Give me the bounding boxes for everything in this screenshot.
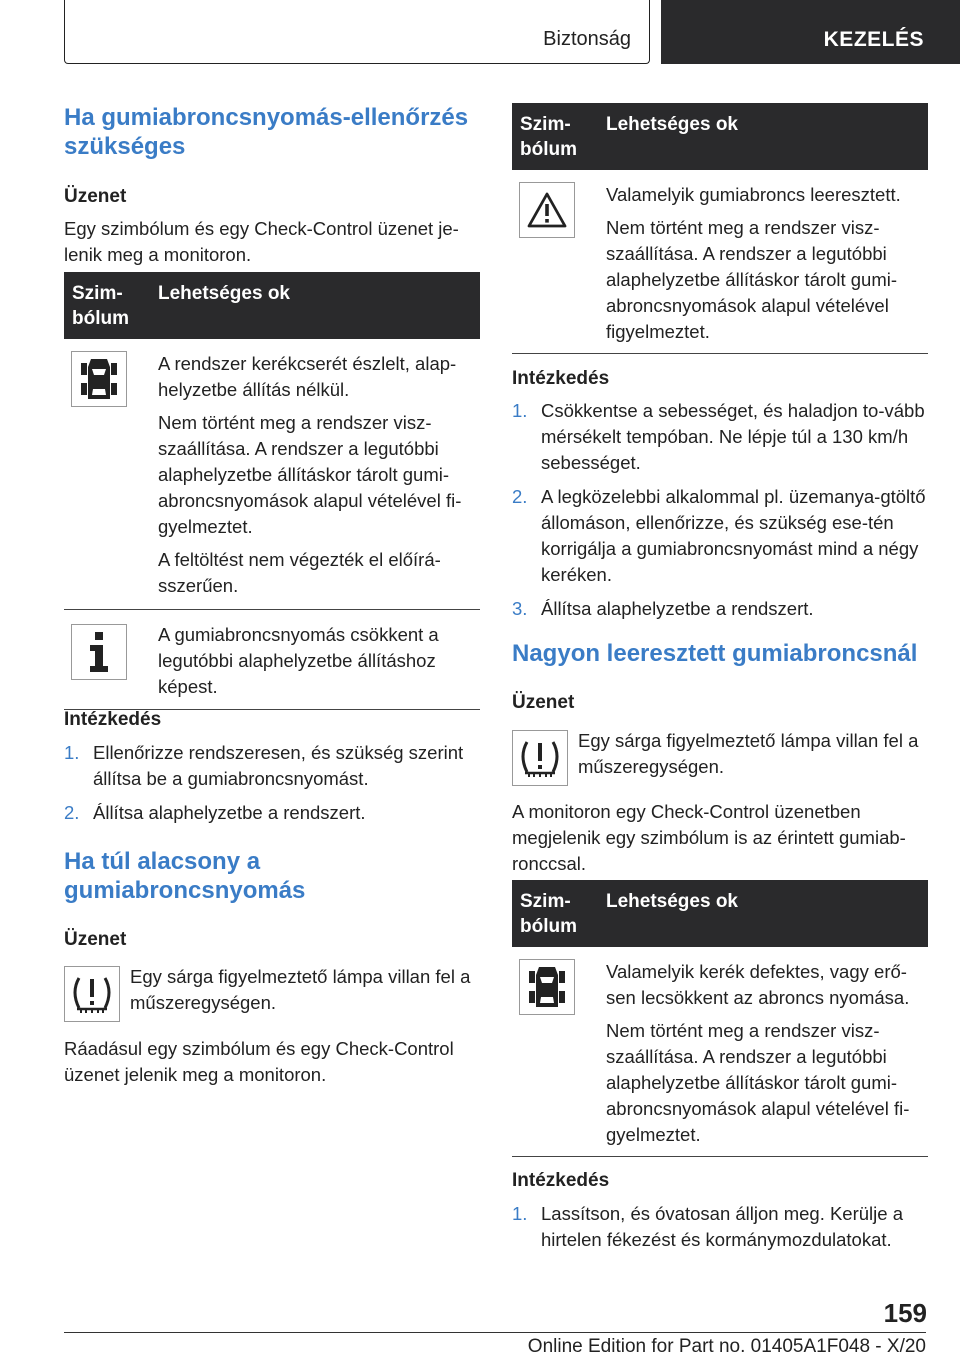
- col-symbol-header: Szim-bólum: [512, 103, 598, 170]
- col-cause-header: Lehetséges ok: [598, 103, 928, 170]
- tire-warning-lamp-icon: [64, 966, 120, 1022]
- cause-text: Valamelyik kerék defektes, vagy erő-sen lecsökkent az abroncs nyomása.: [606, 961, 910, 1008]
- section-title: Biztonság: [543, 28, 631, 50]
- action-steps: [64, 740, 480, 834]
- list-item: 1. Csökkentse a sebességet, és haladjon to-vább mérsékelt tempóban. Ne lépje túl a 130 km/h sebességet.: [512, 400, 925, 473]
- message-heading: Üzenet: [64, 929, 127, 950]
- message-text: A monitoron egy Check-Control üzenetben megjelenik egy szimbólum is az érintett gumiab-ronccsal.: [512, 801, 906, 874]
- cause-text: A gumiabroncsnyomás csökkent a legutóbbi alaphelyzetbe állításhoz képest.: [158, 624, 439, 697]
- header-chapter-tab: [661, 0, 960, 64]
- message-text: Egy szimbólum és egy Check-Control üzenet je-lenik meg a monitoron.: [64, 218, 459, 265]
- heading-pressure-too-low: Ha túl alacsony a gumiabroncsnyomás: [64, 848, 306, 904]
- warning-lamp-row: [512, 728, 928, 786]
- tire-pressure-car-icon: [519, 959, 575, 1015]
- cause-text: A rendszer kerékcserét észlelt, alap-helyzetbe állítás nélkül.: [158, 353, 457, 400]
- list-item: 2. Állítsa alaphelyzetbe a rendszert.: [64, 802, 366, 823]
- message-heading: Üzenet: [64, 186, 127, 207]
- cause-text: Valamelyik gumiabroncs leeresztett.: [606, 184, 901, 205]
- action-steps: [512, 1201, 928, 1261]
- info-icon: [71, 624, 127, 680]
- tire-pressure-car-icon: [71, 351, 127, 407]
- message-heading: Üzenet: [512, 692, 575, 713]
- heading-very-flat-tire: Nagyon leeresztett gumiabroncsnál: [512, 640, 918, 667]
- col-symbol-header: Szim-bólum: [512, 880, 598, 947]
- footer-edition: Online Edition for Part no. 01405A1F048 - X/20: [527, 1336, 926, 1357]
- action-heading: Intézkedés: [64, 709, 162, 730]
- header-section-tab: [64, 0, 650, 64]
- footer-divider: [64, 1332, 926, 1333]
- action-heading: Intézkedés: [512, 368, 610, 389]
- cause-text: Nem történt meg a rendszer visz-szaállítása. A rendszer a legutóbbi alaphelyzetbe állításkor tárolt gumi-abroncsnyomások alapul vételével fi-gyelmeztet.: [606, 1020, 910, 1145]
- col-symbol-header: Szim-bólum: [64, 272, 150, 339]
- action-steps: [512, 398, 928, 630]
- tire-warning-lamp-icon: [512, 730, 568, 786]
- list-item: 2. A legközelebbi alkalommal pl. üzemanya-gtöltő állomáson, ellenőrizze, és szükség ese-tén korrigálja a gumiabroncsnyomást mind a négy keréken.: [512, 486, 926, 585]
- message-text: Ráadásul egy szimbólum és egy Check-Control üzenet jelenik meg a monitoron.: [64, 1038, 454, 1085]
- col-cause-header: Lehetséges ok: [598, 880, 928, 947]
- table-row: [512, 947, 928, 1157]
- table-row: [512, 170, 928, 354]
- warning-triangle-icon: [519, 182, 575, 238]
- list-item: 1. Lassítson, és óvatosan álljon meg. Kerülje a hirtelen fékezést és kormánymozdulatokat.: [512, 1203, 903, 1250]
- symbol-table-2: [512, 103, 928, 354]
- warning-lamp-text: Egy sárga figyelmeztető lámpa villan fel a műszeregységen.: [130, 966, 471, 1013]
- col-cause-header: Lehetséges ok: [150, 272, 480, 339]
- list-item: 3. Állítsa alaphelyzetbe a rendszert.: [512, 598, 814, 619]
- cause-text: Nem történt meg a rendszer visz-szaállítása. A rendszer a legutóbbi alaphelyzetbe állításkor tárolt gumi-abroncsnyomások alapul vételével figyelmeztet.: [606, 217, 898, 342]
- symbol-table-3: [512, 880, 928, 1157]
- warning-lamp-row: [64, 964, 480, 1022]
- page-number: 159: [883, 1298, 927, 1328]
- cause-text: A feltöltést nem végezték el előírá-sszerűen.: [158, 549, 441, 596]
- list-item: 1. Ellenőrizze rendszeresen, és szükség szerint állítsa be a gumiabroncsnyomást.: [64, 742, 464, 789]
- warning-lamp-text: Egy sárga figyelmeztető lámpa villan fel a műszeregységen.: [578, 730, 919, 777]
- action-heading: Intézkedés: [512, 1170, 610, 1191]
- chapter-title: KEZELÉS: [823, 28, 924, 51]
- symbol-table-1: [64, 272, 480, 710]
- cause-text: Nem történt meg a rendszer visz-szaállítása. A rendszer a legutóbbi alaphelyzetbe állításkor tárolt gumi-abroncsnyomások alapul vételével fi-gyelmeztet.: [158, 412, 462, 537]
- heading-check-required: Ha gumiabroncsnyomás-ellenőrzés szükséges: [64, 104, 469, 160]
- table-row: [64, 339, 480, 610]
- table-row: [64, 610, 480, 710]
